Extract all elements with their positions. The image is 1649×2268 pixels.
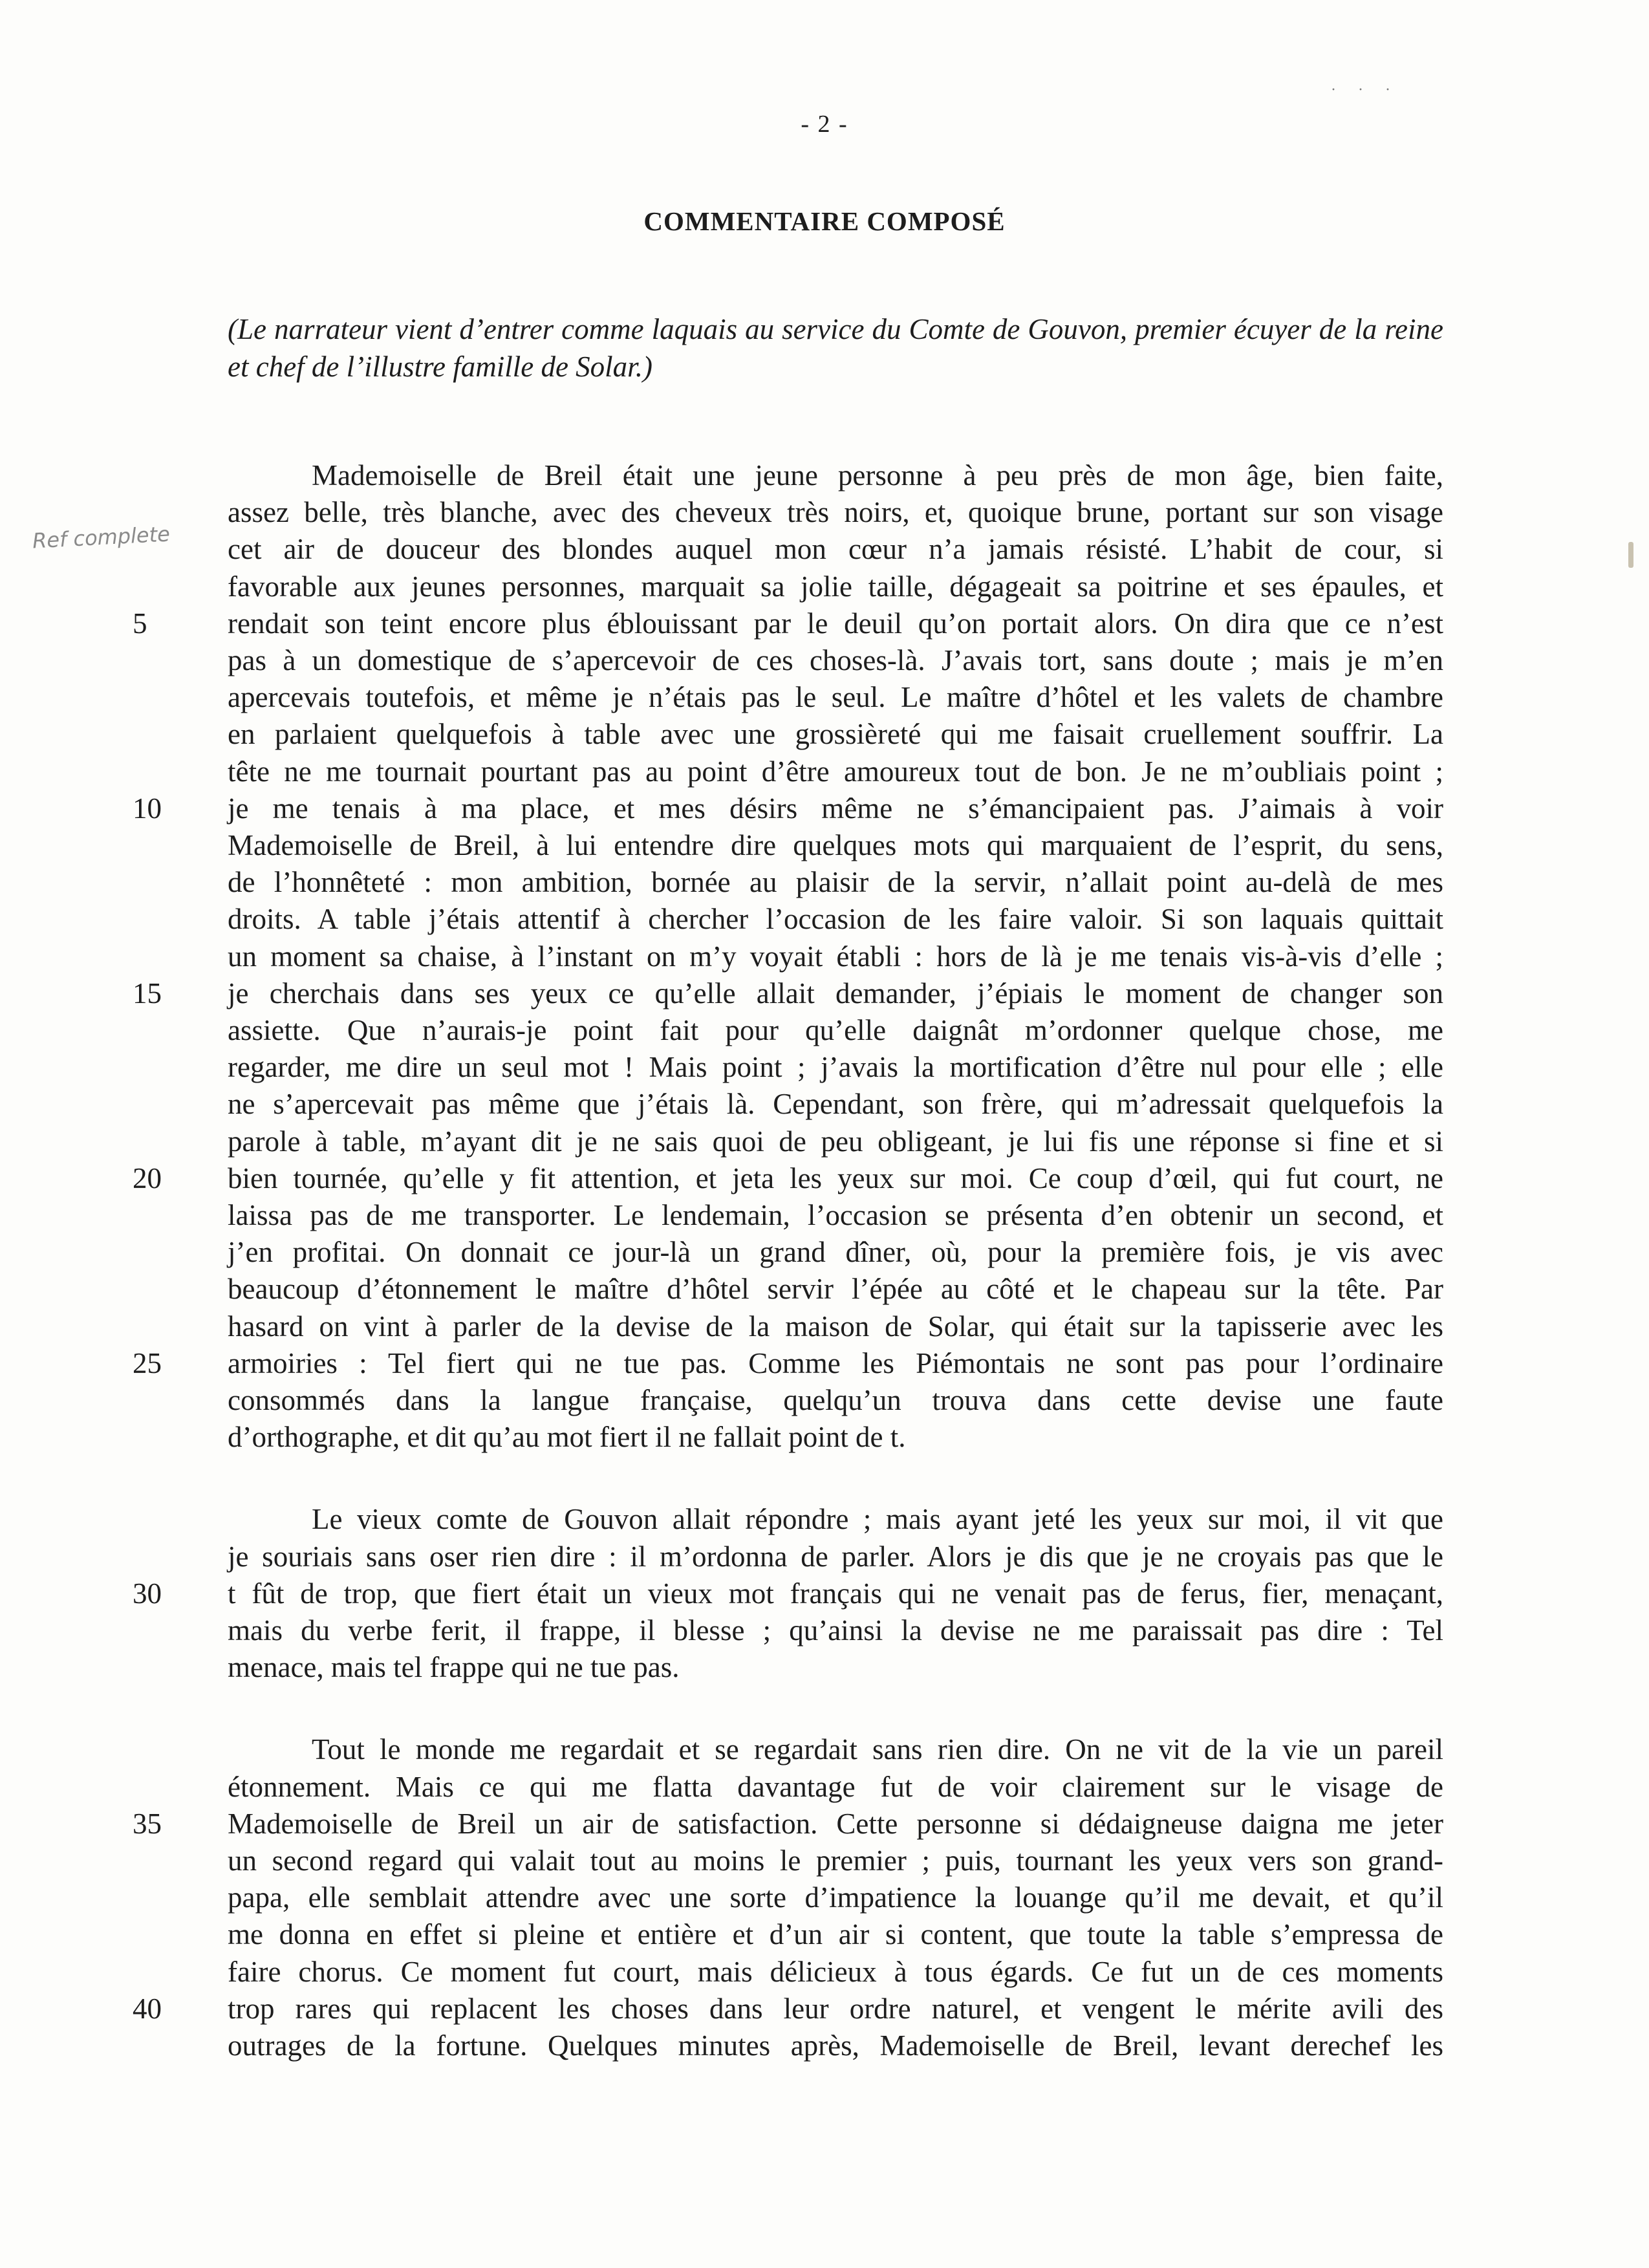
text-line: cet air de douceur des blondes auquel mon cœur n’a jamais résisté. L’habit de cour, si	[228, 533, 1443, 566]
scan-edge-mark	[1628, 542, 1633, 568]
text-line: Mademoiselle de Breil était une jeune personne à peu près de mon âge, bien faite,	[312, 459, 1443, 491]
text-line: de l’honnêteté : mon ambition, bornée au plaisir de la servir, n’allait point au-delà de mes	[228, 866, 1443, 899]
text-line: bien tournée, qu’elle y fit attention, et jeta les yeux sur moi. Ce coup d’œil, qui fut court, ne	[228, 1161, 1443, 1194]
text-line: parole à table, m’ayant dit je ne sais quoi de peu obligeant, je lui fis une réponse si fine et si	[228, 1125, 1443, 1158]
scan-specks: · · ·	[1331, 81, 1399, 98]
text-line: menace, mais tel frappe qui ne tue pas.	[228, 1651, 680, 1684]
text-line: Tout le monde me regardait et se regardait sans rien dire. On ne vit de la vie un pareil	[312, 1733, 1443, 1766]
text-line: je souriais sans oser rien dire : il m’ordonna de parler. Alors je dis que je ne croyais pas que le	[228, 1540, 1443, 1573]
text-line: faire chorus. Ce moment fut court, mais délicieux à tous égards. Ce fut un de ces moments	[228, 1955, 1443, 1988]
text-line: pas à un domestique de s’apercevoir de ces choses-là. J’avais tort, sans doute ; mais je m’en	[228, 644, 1443, 676]
text-line: Le vieux comte de Gouvon allait répondre ; mais ayant jeté les yeux sur moi, il vit que	[312, 1503, 1443, 1536]
text-line: me donna en effet si pleine et entière et d’un air si content, que toute la table s’empressa de	[228, 1918, 1443, 1951]
text-line: papa, elle semblait attendre avec une sorte d’impatience la louange qu’il me devait, et qu’il	[228, 1881, 1443, 1914]
text-line: rendait son teint encore plus éblouissant par le deuil qu’on portait alors. On dira que ce n’est	[228, 607, 1443, 640]
text-line: ne s’apercevait pas même que j’étais là. Cependant, son frère, qui m’adressait quelquefois la	[228, 1088, 1443, 1121]
text-line: apercevais toutefois, et même je n’étais pas le seul. Le maître d’hôtel et les valets de chambre	[228, 681, 1443, 714]
line-number: 40	[133, 1992, 162, 2025]
text-line: armoiries : Tel fiert qui ne tue pas. Comme les Piémontais ne sont pas pour l’ordinaire	[228, 1346, 1443, 1379]
text-line: Mademoiselle de Breil un air de satisfaction. Cette personne si dédaigneuse daigna me jeter	[228, 1807, 1443, 1840]
text-line: beaucoup d’étonnement le maître d’hôtel servir l’épée au côté et le chapeau sur la tête. Par	[228, 1273, 1443, 1306]
line-number: 15	[133, 977, 162, 1010]
text-line: assiette. Que n’aurais-je point fait pour qu’elle daignât m’ordonner quelque chose, me	[228, 1014, 1443, 1046]
text-line: assez belle, très blanche, avec des cheveux très noirs, et, quoique brune, portant sur son visage	[228, 496, 1443, 529]
line-number: 10	[133, 792, 162, 825]
line-number: 5	[133, 607, 147, 640]
line-number: 25	[133, 1346, 162, 1379]
text-line: je me tenais à ma place, et mes désirs même ne s’émancipaient pas. J’aimais à voir	[228, 792, 1443, 825]
intro-note: (Le narrateur vient d’entrer comme laquais au service du Comte de Gouvon, premier écuyer de la reine et chef de l’illustre famille de Solar.)	[228, 313, 1443, 383]
handwritten-margin-note: Ref complete	[32, 521, 171, 554]
text-line: un second regard qui valait tout au moins le premier ; puis, tournant les yeux vers son grand-	[228, 1844, 1443, 1877]
line-number: 35	[133, 1807, 162, 1840]
text-line: t fût de trop, que fiert était un vieux mot français qui ne venait pas de ferus, fier, menaçant,	[228, 1577, 1443, 1610]
text-line: j’en profitai. On donnait ce jour-là un grand dîner, où, pour la première fois, je vis avec	[228, 1236, 1443, 1269]
text-line: regarder, me dire un seul mot ! Mais point ; j’avais la mortification d’être nul pour elle ; elle	[228, 1051, 1443, 1084]
text-line: en parlaient quelquefois à table avec une grossièreté qui me faisait cruellement souffrir. La	[228, 718, 1443, 751]
text-line: favorable aux jeunes personnes, marquait sa jolie taille, dégageait sa poitrine et ses épaules, et	[228, 570, 1443, 603]
text-line: trop rares qui replacent les choses dans leur ordre naturel, et vengent le mérite avili des	[228, 1992, 1443, 2025]
text-line: un moment sa chaise, à l’instant on m’y voyait établi : hors de là je me tenais vis-à-vis d’elle ;	[228, 940, 1443, 973]
text-line: étonnement. Mais ce qui me flatta davantage fut de voir clairement sur le visage de	[228, 1770, 1443, 1803]
page-number: - 2 -	[801, 111, 848, 138]
text-line: d’orthographe, et dit qu’au mot fiert il ne fallait point de t.	[228, 1421, 906, 1454]
text-line: laissa pas de me transporter. Le lendemain, l’occasion se présenta d’en obtenir un second, et	[228, 1199, 1443, 1231]
text-line: consommés dans la langue française, quelqu’un trouva dans cette devise une faute	[228, 1384, 1443, 1416]
text-line: outrages de la fortune. Quelques minutes après, Mademoiselle de Breil, levant derechef les	[228, 2029, 1443, 2062]
text-line: je cherchais dans ses yeux ce qu’elle allait demander, j’épiais le moment de changer son	[228, 977, 1443, 1010]
text-line: droits. A table j’étais attentif à chercher l’occasion de les faire valoir. Si son laquais quittait	[228, 903, 1443, 936]
text-line: tête ne me tournait pourtant pas au point d’être amoureux tout de bon. Je ne m’oubliais point ;	[228, 755, 1443, 788]
line-number: 20	[133, 1161, 162, 1194]
text-line: Mademoiselle de Breil, à lui entendre dire quelques mots qui marquaient de l’esprit, du sens,	[228, 829, 1443, 861]
text-line: hasard on vint à parler de la devise de la maison de Solar, qui était sur la tapisserie avec les	[228, 1310, 1443, 1343]
line-number: 30	[133, 1577, 162, 1610]
document-title: COMMENTAIRE COMPOSÉ	[643, 206, 1006, 236]
text-line: mais du verbe ferit, il frappe, il blesse ; qu’ainsi la devise ne me paraissait pas dire : Tel	[228, 1614, 1443, 1647]
